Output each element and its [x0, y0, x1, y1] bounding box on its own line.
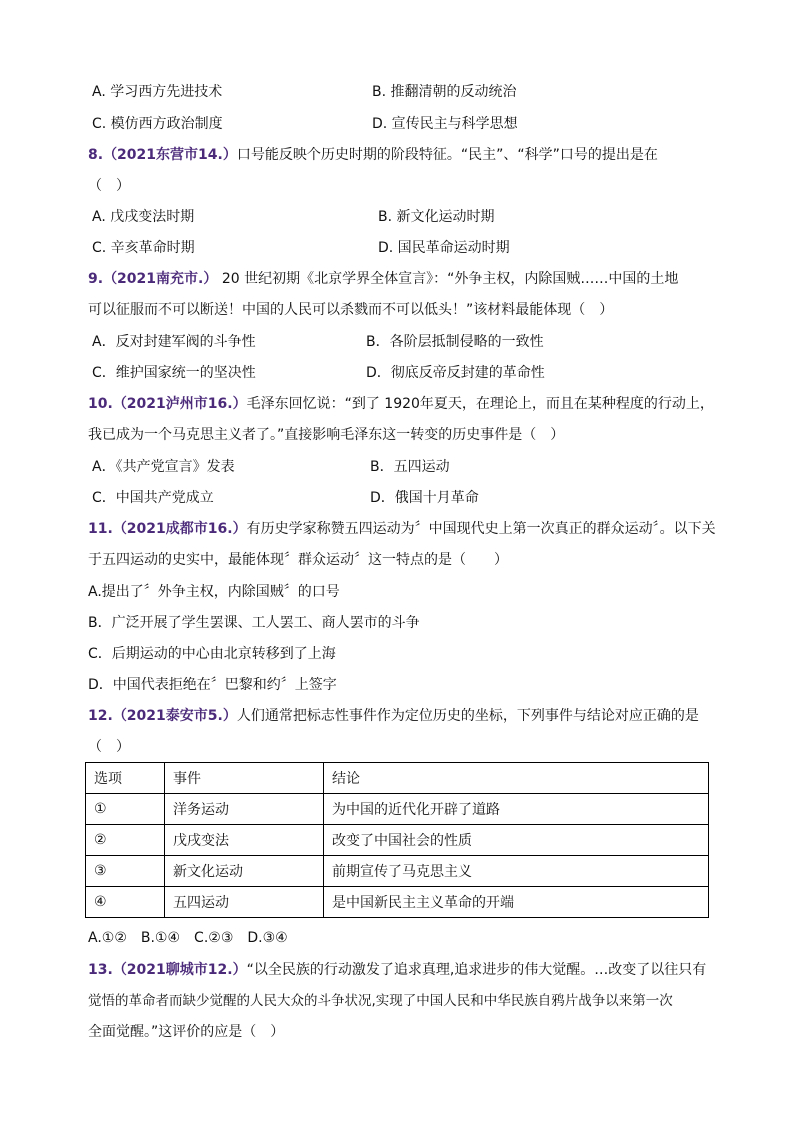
table-header-option: 选项 — [86, 763, 165, 794]
q13-text-1: “以全民族的行动激发了追求真理,追求进步的伟大觉醒。…改变了以往只有 — [246, 962, 707, 978]
q11-option-c: C．后期运动的中心由北京转移到了上海 — [88, 646, 336, 662]
q11-text-1: 有历史学家称赞五四运动为〞中国现代史上第一次真正的群众运动〞。以下关 — [246, 521, 716, 537]
q7-option-c: C. 模仿西方政治制度 — [92, 116, 223, 132]
q13-stem — [88, 960, 706, 980]
q10-option-d: D．俄国十月革命 — [370, 490, 479, 506]
q8-option-d: D. 国民革命运动时期 — [378, 240, 510, 256]
table-cell-option: ① — [86, 794, 165, 825]
table-row — [86, 825, 709, 856]
table-cell-option: ③ — [86, 856, 165, 887]
q12-blank: （ ） — [88, 739, 130, 755]
q11-number: 11. — [88, 521, 113, 537]
q8-blank: （ ） — [88, 178, 130, 194]
q8-option-b: B. 新文化运动时期 — [378, 209, 495, 225]
q12-answers: A.①② B.①④ C.②③ D.③④ — [88, 930, 288, 946]
q13-text-2: 觉悟的革命者而缺少觉醒的人民大众的斗争状况,实现了中国人民和中华民族自鸦片战争以来第一次 — [88, 993, 673, 1009]
q9-source: （2021南充市.） — [103, 271, 218, 287]
table-cell-event: 戊戌变法 — [165, 825, 324, 856]
table-row — [86, 794, 709, 825]
table-row — [86, 887, 709, 918]
q10-option-a: A．《共产党宣言》发表 — [92, 459, 235, 475]
table-header-event: 事件 — [165, 763, 324, 794]
q9-option-b: B．各阶层抵制侵略的一致性 — [366, 334, 544, 350]
table-header-conclusion: 结论 — [324, 763, 709, 794]
q7-option-b: B. 推翻清朝的反动统治 — [372, 84, 517, 100]
table-cell-conclusion: 是中国新民主主义革命的开端 — [324, 887, 709, 918]
table-cell-conclusion: 前期宣传了马克思主义 — [324, 856, 709, 887]
q12-table — [85, 762, 709, 918]
q9-text-1: 20 世纪初期《北京学界全体宣言》：“外争主权，内除国贼……中国的土地 — [221, 271, 679, 287]
q12-stem — [88, 706, 699, 726]
q10-option-c: C．中国共产党成立 — [92, 490, 214, 506]
q11-option-d: D．中国代表拒绝在〞巴黎和约〞上签字 — [88, 677, 337, 693]
q12-number: 12. — [88, 708, 113, 724]
q10-option-b: B．五四运动 — [370, 459, 450, 475]
table-cell-conclusion: 为中国的近代化开辟了道路 — [324, 794, 709, 825]
q11-option-a: A.提出了〞外争主权，内除国贼〞的口号 — [88, 584, 340, 600]
q8-option-a: A. 戊戌变法时期 — [92, 209, 195, 225]
q11-option-b: B．广泛开展了学生罢课、工人罢工、商人罢市的斗争 — [88, 615, 420, 631]
q10-source: （2021泸州市16.） — [112, 396, 247, 412]
table-cell-option: ② — [86, 825, 165, 856]
q7-option-d: D. 宣传民主与科学思想 — [372, 116, 518, 132]
q9-stem — [88, 269, 678, 289]
table-cell-event: 五四运动 — [165, 887, 324, 918]
q8-number: 8. — [88, 147, 104, 163]
table-cell-event: 新文化运动 — [165, 856, 324, 887]
q13-number: 13. — [88, 962, 113, 978]
q8-source: （2021东营市14.） — [103, 147, 237, 163]
table-cell-event: 洋务运动 — [165, 794, 324, 825]
table-row — [86, 856, 709, 887]
q9-text-2: 可以征服而不可以断送！中国的人民可以杀戮而不可以低头！”该材料最能体现（ ） — [88, 302, 614, 318]
q12-text: 人们通常把标志性事件作为定位历史的坐标，下列事件与结论对应正确的是 — [236, 708, 699, 724]
q10-text-2: 我已成为一个马克思主义者了。”直接影响毛泽东这一转变的历史事件是（ ） — [88, 427, 565, 443]
q12-source: （2021泰安市5.） — [112, 708, 237, 724]
q11-text-2: 于五四运动的史实中，最能体现〞群众运动〞这一特点的是（ ） — [88, 552, 508, 568]
q10-stem — [88, 394, 714, 414]
q13-text-3: 全面觉醒。”这评价的应是（ ） — [88, 1024, 285, 1040]
q9-option-d: D．彻底反帝反封建的革命性 — [366, 365, 545, 381]
q8-stem — [88, 145, 658, 165]
table-cell-option: ④ — [86, 887, 165, 918]
q11-source: （2021成都市16.） — [112, 521, 247, 537]
q13-source: （2021聊城市12.） — [112, 962, 247, 978]
q10-number: 10. — [88, 396, 113, 412]
q8-text: 口号能反映个历史时期的阶段特征。“民主”、“科学”口号的提出是在 — [236, 147, 658, 163]
q8-option-c: C. 辛亥革命时期 — [92, 240, 195, 256]
table-cell-conclusion: 改变了中国社会的性质 — [324, 825, 709, 856]
q10-text-1: 毛泽东回忆说：“到了 1920年夏天，在理论上，而且在某种程度的行动上， — [246, 396, 714, 412]
q9-option-c: C．维护国家统一的坚决性 — [92, 365, 256, 381]
q9-option-a: A．反对封建军阀的斗争性 — [92, 334, 256, 350]
q7-option-a: A. 学习西方先进技术 — [92, 84, 223, 100]
q11-stem — [88, 519, 716, 539]
table-header-row — [86, 763, 709, 794]
q9-number: 9. — [88, 271, 104, 287]
